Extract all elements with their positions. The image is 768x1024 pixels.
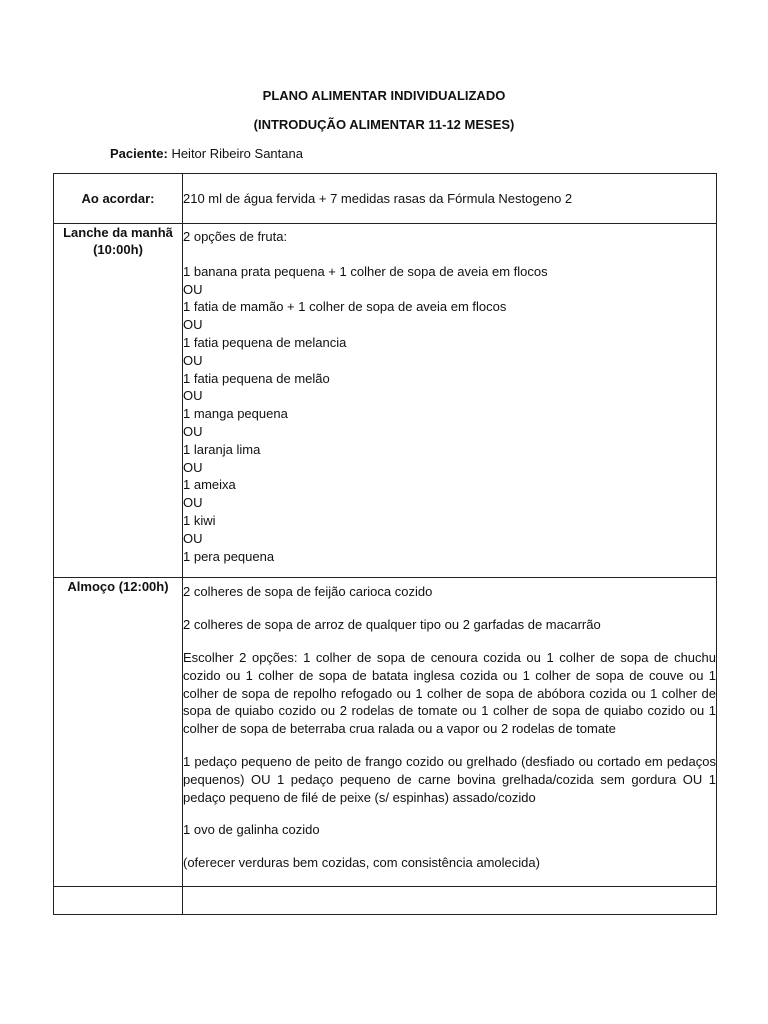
table-row-lunch (54, 578, 717, 887)
table-row-empty (54, 886, 717, 914)
lunch-item-beans: 2 colheres de sopa de feijão carioca cozido (183, 584, 433, 600)
document-title: PLANO ALIMENTAR INDIVIDUALIZADO (262, 88, 506, 103)
list-item: OU (183, 281, 203, 297)
lunch-item-protein: 1 pedaço pequeno de peito de frango cozido ou grelhado (desfiado ou cortado em pedaços pequenos) OU 1 pedaço pequeno de carne bovina grelhada/cozida sem gordura OU 1 pedaço pequeno de filé de peixe (s/ espinhas) assado/cozido (183, 753, 716, 805)
list-item: 1 fatia de mamão + 1 colher de sopa de aveia em flocos (183, 299, 507, 315)
patient-line (110, 146, 303, 162)
lunch-item-rice: 2 colheres de sopa de arroz de qualquer tipo ou 2 garfadas de macarrão (183, 617, 601, 633)
list-item: 1 banana prata pequena + 1 colher de sopa de aveia em flocos (183, 263, 548, 279)
list-item: 1 kiwi (183, 512, 216, 528)
table-row-wake-up (54, 174, 717, 224)
list-item: 1 fatia pequena de melancia (183, 334, 347, 350)
fruit-options-list (183, 263, 716, 566)
list-item: 1 fatia pequena de melão (183, 370, 330, 386)
list-item: OU (183, 388, 203, 404)
meal-plan-table (53, 173, 717, 915)
wake-up-content: 210 ml de água fervida + 7 medidas rasas da Fórmula Nestogeno 2 (183, 174, 717, 224)
meal-time-lunch: Almoço (12:00h) (54, 578, 183, 887)
morning-snack-content (183, 224, 717, 578)
patient-label: Paciente: (110, 146, 168, 161)
morning-snack-label: Lanche da manhã (63, 225, 173, 240)
meal-time-morning-snack (54, 224, 183, 578)
document-subtitle: (INTRODUÇÃO ALIMENTAR 11-12 MESES) (253, 117, 515, 132)
table-row-morning-snack (54, 224, 717, 578)
list-item: OU (183, 459, 203, 475)
list-item: OU (183, 530, 203, 546)
patient-name: Heitor Ribeiro Santana (171, 146, 303, 161)
lunch-item-vegetables: Escolher 2 opções: 1 colher de sopa de cenoura cozida ou 1 colher de sopa de chuchu cozido ou 1 colher de sopa de batata inglesa cozida ou 1 colher de sopa de couve ou 1 colher de sopa de repolho refogado ou 1 colher de sopa de abóbora cozida ou 1 colher de sopa de quiabo cozido ou 2 rodelas de tomate ou 1 colher de sopa de quiabo cozido ou 1 colher de sopa de beterraba crua ralada ou a vapor ou 2 rodelas de tomate (183, 649, 716, 737)
list-item: 1 laranja lima (183, 441, 261, 457)
list-item: 1 ameixa (183, 477, 236, 493)
list-item: OU (183, 495, 203, 511)
list-item: OU (183, 352, 203, 368)
list-item: OU (183, 423, 203, 439)
lunch-item-egg: 1 ovo de galinha cozido (183, 822, 320, 838)
list-item: OU (183, 317, 203, 333)
list-item: 1 pera pequena (183, 548, 275, 564)
fruit-options-intro: 2 opções de fruta: (183, 229, 288, 244)
meal-time-wake-up: Ao acordar: (54, 174, 183, 224)
morning-snack-time: (10:00h) (93, 242, 143, 257)
empty-cell (54, 886, 183, 914)
list-item: 1 manga pequena (183, 406, 288, 422)
lunch-content (183, 578, 717, 887)
empty-cell (183, 886, 717, 914)
lunch-note: (oferecer verduras bem cozidas, com consistência amolecida) (183, 855, 540, 871)
